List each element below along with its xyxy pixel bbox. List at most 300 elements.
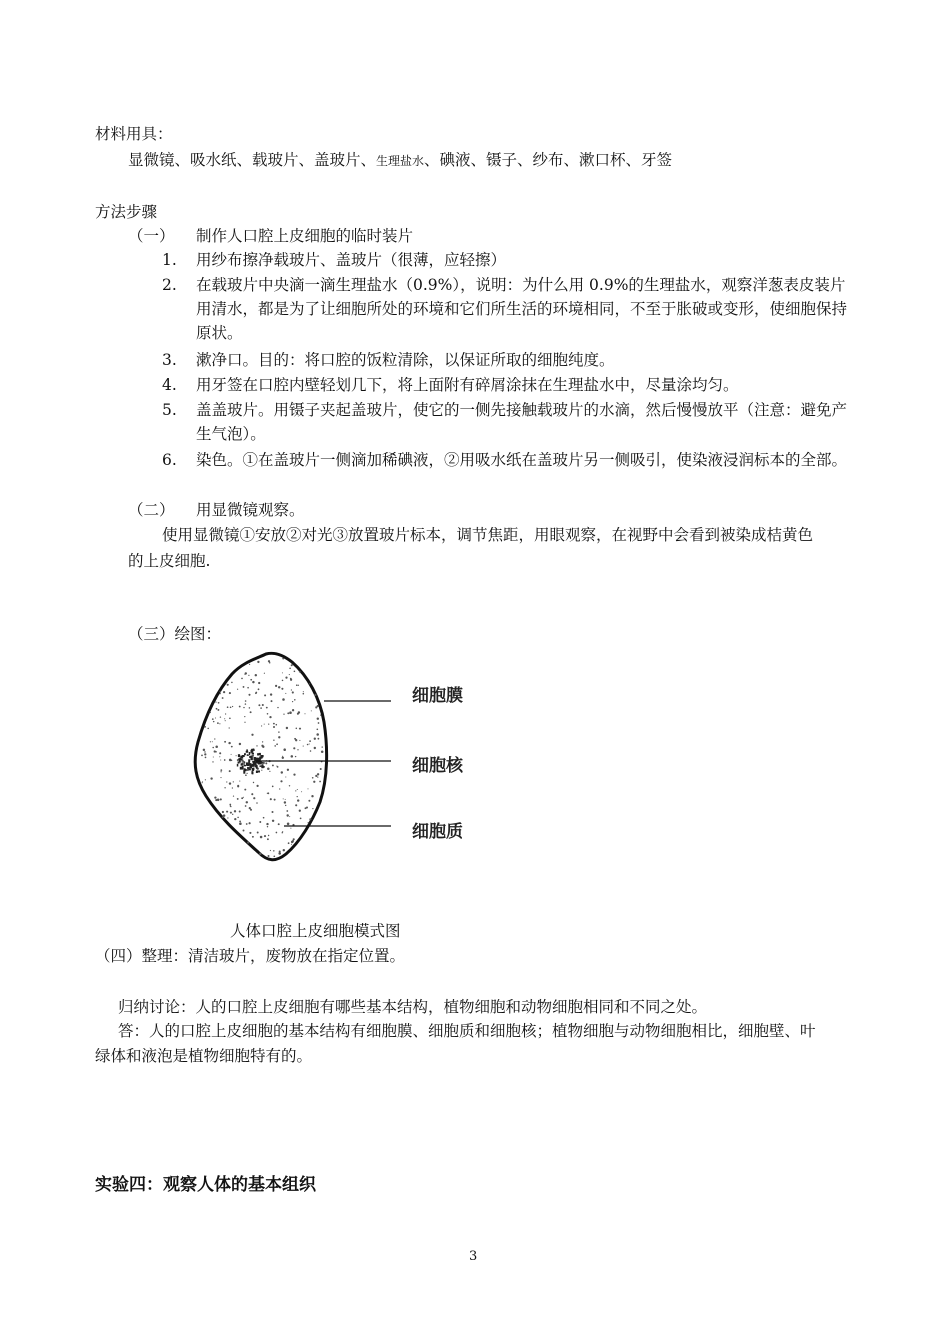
cytoplasm-dot — [313, 781, 315, 783]
cytoplasm-dot — [312, 777, 314, 779]
cytoplasm-dot — [314, 747, 316, 749]
nucleus-speck — [249, 762, 250, 765]
cytoplasm-dot — [248, 694, 250, 696]
cytoplasm-dot — [219, 752, 221, 754]
cytoplasm-dot — [215, 799, 217, 801]
nucleus-speck — [243, 769, 246, 771]
cytoplasm-dot — [310, 750, 312, 752]
cytoplasm-dot — [237, 689, 238, 690]
step-text: 用牙签在口腔内壁轻划几下，将上面附有碎屑涂抹在生理盐水中，尽量涂均匀。 — [196, 376, 739, 394]
section2-title: 用显微镜观察。 — [196, 501, 305, 519]
cytoplasm-dot — [303, 691, 304, 692]
nucleus-speck — [252, 753, 254, 755]
cytoplasm-dot — [226, 781, 227, 782]
cytoplasm-dot — [223, 691, 225, 693]
cytoplasm-dot — [283, 849, 285, 851]
cytoplasm-dot — [284, 801, 286, 803]
cytoplasm-dot — [303, 693, 305, 695]
cytoplasm-dot — [227, 706, 229, 708]
materials-items-before: 显微镜、吸水纸、载玻片、盖玻片、 — [128, 151, 377, 169]
cytoplasm-dot — [249, 832, 251, 834]
step-number: 3. — [162, 351, 177, 369]
cytoplasm-dot — [295, 790, 296, 791]
cytoplasm-dot — [253, 797, 255, 799]
cytoplasm-dot — [239, 811, 241, 813]
cytoplasm-dot — [216, 708, 218, 710]
cytoplasm-dot — [290, 828, 291, 829]
cytoplasm-dot — [255, 692, 257, 694]
cytoplasm-dot — [256, 745, 257, 746]
cytoplasm-dot — [217, 709, 219, 711]
cytoplasm-dot — [320, 768, 322, 770]
cytoplasm-dot — [272, 786, 274, 788]
cytoplasm-dot — [252, 681, 254, 683]
cytoplasm-dot — [309, 740, 311, 742]
cytoplasm-dot — [229, 727, 230, 728]
cytoplasm-dot — [309, 818, 311, 820]
section1-title: 制作人口腔上皮细胞的临时装片 — [196, 227, 414, 245]
nucleus-speck — [249, 766, 252, 768]
label-cell-nucleus: 细胞核 — [412, 756, 463, 776]
cytoplasm-dot — [268, 723, 269, 724]
cytoplasm-dot — [279, 788, 280, 789]
cytoplasm-dot — [249, 822, 251, 824]
cytoplasm-dot — [271, 811, 273, 813]
cytoplasm-dot — [232, 787, 233, 788]
cytoplasm-dot — [224, 759, 226, 761]
cytoplasm-dot — [260, 707, 262, 709]
cytoplasm-dot — [244, 674, 245, 675]
cytoplasm-dot — [277, 766, 279, 768]
cytoplasm-dot — [316, 728, 318, 730]
cytoplasm-dot — [316, 733, 319, 736]
cytoplasm-dot — [205, 757, 207, 759]
cytoplasm-dot — [286, 810, 288, 812]
cytoplasm-dot — [207, 728, 209, 730]
cytoplasm-dot — [261, 770, 262, 771]
cytoplasm-dot — [317, 717, 319, 719]
cytoplasm-dot — [249, 807, 251, 809]
cytoplasm-dot — [308, 822, 310, 824]
cytoplasm-dot — [213, 721, 214, 722]
nucleus-speck — [238, 761, 240, 763]
cytoplasm-dot — [263, 817, 265, 819]
materials-items-small: 生理盐水 — [376, 154, 425, 168]
method-title: 方法步骤 — [95, 203, 158, 221]
cytoplasm-dot — [247, 687, 249, 689]
nucleus-speck — [253, 762, 256, 765]
nucleus-speck — [256, 771, 258, 774]
cytoplasm-dot — [252, 836, 254, 838]
cytoplasm-dot — [215, 746, 218, 749]
cytoplasm-dot — [259, 853, 261, 855]
cytoplasm-dot — [289, 674, 290, 675]
materials-title: 材料用具： — [95, 125, 173, 143]
cytoplasm-dot — [297, 796, 298, 797]
nucleus-speck — [262, 762, 264, 764]
cytoplasm-dot — [276, 743, 278, 745]
cytoplasm-dot — [245, 805, 247, 807]
cytoplasm-dot — [294, 670, 296, 672]
cytoplasm-dot — [220, 759, 221, 760]
cytoplasm-dot — [229, 804, 231, 806]
discussion-answer-line2: 绿体和液泡是植物细胞特有的。 — [95, 1047, 313, 1065]
cytoplasm-dot — [262, 746, 264, 748]
cytoplasm-dot — [219, 723, 220, 724]
cytoplasm-dot — [295, 739, 297, 741]
cytoplasm-dot — [307, 788, 308, 789]
cytoplasm-dot — [287, 823, 290, 826]
nucleus-speck — [248, 759, 250, 762]
nucleus-speck — [261, 765, 262, 767]
label-cytoplasm: 细胞质 — [412, 822, 463, 842]
cytoplasm-dot — [256, 785, 258, 787]
cytoplasm-dot — [282, 757, 284, 759]
cytoplasm-dot — [296, 728, 298, 730]
cytoplasm-dot — [278, 736, 280, 738]
cytoplasm-dot — [214, 796, 216, 798]
cytoplasm-dot — [233, 796, 234, 797]
cytoplasm-dot — [289, 816, 290, 817]
cytoplasm-dot — [231, 746, 233, 748]
cytoplasm-dot — [232, 814, 233, 815]
cytoplasm-dot — [308, 800, 310, 802]
label-cell-membrane: 细胞膜 — [412, 686, 463, 706]
section3-title: （三）绘图： — [128, 625, 222, 643]
cytoplasm-dot — [222, 697, 224, 699]
cytoplasm-dot — [273, 850, 274, 851]
diagram-caption: 人体口腔上皮细胞模式图 — [230, 922, 401, 940]
cytoplasm-dot — [317, 776, 318, 777]
cytoplasm-dot — [227, 817, 228, 818]
nucleus-speck — [260, 765, 262, 767]
cytoplasm-dot — [299, 740, 300, 741]
section1-marker: （一） — [128, 227, 175, 245]
cytoplasm-dot — [253, 782, 254, 783]
cytoplasm-dot — [244, 789, 246, 791]
cytoplasm-dot — [217, 722, 219, 724]
nucleus-speck — [242, 766, 244, 769]
cytoplasm-dot — [236, 755, 237, 756]
nucleus-speck — [238, 758, 241, 760]
section4-text: （四）整理：清洁玻片，废物放在指定位置。 — [95, 947, 406, 965]
cytoplasm-dot — [246, 823, 248, 825]
cytoplasm-dot — [239, 822, 242, 825]
cytoplasm-dot — [261, 725, 262, 726]
nucleus-speck — [237, 764, 239, 767]
cytoplasm-dot — [264, 673, 265, 674]
cytoplasm-dot — [282, 832, 283, 833]
cytoplasm-dot — [311, 795, 313, 797]
cytoplasm-dot — [269, 716, 271, 718]
cytoplasm-dot — [282, 658, 284, 660]
cytoplasm-dot — [258, 688, 260, 690]
cytoplasm-dot — [282, 672, 283, 673]
cytoplasm-dot — [267, 713, 269, 715]
cytoplasm-dot — [224, 741, 226, 743]
cytoplasm-dot — [245, 700, 247, 702]
cytoplasm-dot — [291, 844, 292, 845]
nucleus-speck — [244, 753, 246, 755]
cytoplasm-dot — [229, 770, 231, 772]
cytoplasm-dot — [265, 762, 267, 764]
cytoplasm-dot — [291, 664, 293, 666]
step-text: 在载玻片中央滴一滴生理盐水（0.9%），说明：为什么用 0.9%的生理盐水，观察洋葱表皮装片用清水，都是为了让细胞所处的环境和它们所生活的环境相同，不至于胀破或变形，使细胞保持原状。 — [196, 276, 848, 342]
cytoplasm-dot — [239, 821, 241, 823]
cytoplasm-dot — [201, 755, 203, 757]
cytoplasm-dot — [268, 660, 270, 662]
cytoplasm-dot — [239, 706, 241, 708]
cytoplasm-dot — [290, 679, 292, 681]
cytoplasm-dot — [204, 726, 206, 728]
cytoplasm-dot — [266, 823, 268, 825]
cytoplasm-dot — [230, 805, 231, 806]
cytoplasm-dot — [299, 810, 301, 812]
nucleus-speck — [255, 766, 257, 767]
cytoplasm-dot — [262, 764, 264, 766]
cytoplasm-dot — [243, 707, 244, 708]
cytoplasm-dot — [230, 707, 232, 709]
cytoplasm-dot — [237, 798, 239, 800]
step-text: 盖盖玻片。用镊子夹起盖玻片，使它的一侧先接触载玻片的水滴，然后慢慢放平（注意：避免产生气泡）。 — [196, 401, 848, 443]
cytoplasm-dot — [295, 804, 297, 806]
cytoplasm-dot — [269, 771, 270, 772]
cytoplasm-dot — [258, 704, 260, 706]
nucleus-speck — [252, 768, 254, 771]
cytoplasm-dot — [237, 817, 239, 819]
cytoplasm-dot — [274, 799, 276, 801]
section2-paragraph-line1: 使用显微镜①安放②对光③放置玻片标本，调节焦距，用眼观察，在视野中会看到被染成桔黄色 — [162, 526, 814, 544]
cytoplasm-dot — [309, 743, 310, 744]
cytoplasm-dot — [245, 774, 247, 776]
cytoplasm-dot — [267, 855, 269, 857]
cytoplasm-dot — [249, 707, 251, 709]
cytoplasm-dot — [309, 683, 310, 684]
cytoplasm-dot — [228, 742, 230, 744]
cytoplasm-dot — [311, 710, 312, 711]
cytoplasm-dot — [243, 830, 245, 832]
cytoplasm-dot — [250, 711, 252, 713]
cytoplasm-dot — [298, 685, 299, 686]
cytoplasm-dot — [224, 787, 225, 788]
cytoplasm-dot — [272, 820, 274, 822]
cytoplasm-dot — [213, 756, 214, 757]
cytoplasm-dot — [317, 773, 319, 775]
cytoplasm-dot — [315, 706, 317, 708]
cytoplasm-dot — [234, 810, 236, 812]
cytoplasm-dot — [278, 686, 280, 688]
cytoplasm-dot — [233, 781, 234, 782]
cytoplasm-dot — [299, 728, 301, 730]
cytoplasm-dot — [295, 756, 296, 757]
cytoplasm-dot — [204, 751, 205, 752]
cytoplasm-dot — [214, 750, 216, 752]
cytoplasm-dot — [288, 842, 290, 844]
cytoplasm-dot — [251, 734, 253, 736]
cytoplasm-dot — [305, 807, 307, 809]
cytoplasm-dot — [296, 684, 298, 686]
cytoplasm-dot — [312, 808, 313, 809]
nucleus-speck — [242, 762, 243, 765]
cytoplasm-dot — [280, 780, 282, 782]
nucleus-speck — [260, 762, 263, 763]
cytoplasm-dot — [272, 764, 274, 766]
cytoplasm-dot — [314, 738, 316, 740]
cytoplasm-dot — [215, 717, 216, 718]
cytoplasm-dot — [223, 814, 226, 817]
cytoplasm-dot — [297, 799, 299, 801]
cytoplasm-dot — [267, 767, 270, 770]
cytoplasm-dot — [315, 775, 317, 777]
nucleus-speck — [249, 754, 250, 756]
cytoplasm-dot — [260, 836, 263, 839]
cytoplasm-dot — [255, 674, 257, 676]
step-number: 4. — [162, 376, 177, 394]
cytoplasm-dot — [294, 699, 296, 701]
cytoplasm-dot — [227, 684, 229, 686]
cytoplasm-dot — [230, 812, 232, 814]
cytoplasm-dot — [307, 744, 309, 746]
cytoplasm-dot — [246, 801, 248, 803]
cytoplasm-dot — [264, 724, 265, 725]
nucleus-speck — [247, 754, 249, 756]
cytoplasm-dot — [291, 755, 294, 758]
cytoplasm-dot — [225, 713, 226, 714]
cytoplasm-dot — [282, 756, 283, 757]
step-number: 5. — [162, 401, 177, 419]
cytoplasm-dot — [304, 713, 305, 714]
cytoplasm-dot — [277, 707, 278, 708]
cytoplasm-dot — [283, 798, 284, 799]
nucleus-speck — [257, 758, 260, 761]
nucleus-speck — [247, 769, 249, 770]
cytoplasm-dot — [232, 706, 233, 707]
cytoplasm-dot — [224, 718, 225, 719]
cytoplasm-dot — [246, 773, 247, 774]
cytoplasm-dot — [219, 756, 220, 757]
cytoplasm-dot — [292, 709, 294, 711]
cytoplasm-dot — [203, 749, 205, 751]
cytoplasm-dot — [292, 840, 294, 842]
cytoplasm-dot — [286, 814, 288, 816]
cytoplasm-dot — [291, 689, 292, 690]
cytoplasm-dot — [289, 785, 290, 786]
cytoplasm-dot — [212, 761, 213, 762]
cytoplasm-dot — [321, 750, 324, 753]
cytoplasm-dot — [282, 680, 284, 682]
cytoplasm-dot — [257, 832, 259, 834]
cytoplasm-dot — [278, 823, 280, 825]
discussion-answer-line1: 答：人的口腔上皮细胞的基本结构有细胞膜、细胞质和细胞核；植物细胞与动物细胞相比，细胞壁、叶 — [118, 1022, 816, 1040]
cytoplasm-dot — [319, 781, 321, 783]
cytoplasm-dot — [210, 741, 211, 742]
cytoplasm-dot — [285, 693, 286, 694]
cytoplasm-dot — [212, 718, 214, 720]
cytoplasm-dot — [289, 668, 291, 670]
cytoplasm-dot — [225, 720, 226, 721]
section2-marker: （二） — [128, 501, 175, 519]
step-text: 漱净口。目的：将口腔的饭粒清除，以保证所取的细胞纯度。 — [196, 351, 615, 369]
section2-paragraph-line2: 的上皮细胞. — [128, 552, 211, 570]
cytoplasm-dot — [279, 850, 281, 852]
cytoplasm-dot — [229, 782, 231, 784]
cytoplasm-dot — [214, 738, 215, 739]
nucleus-speck — [246, 762, 249, 765]
cytoplasm-dot — [220, 693, 221, 694]
cytoplasm-dot — [251, 793, 253, 795]
nucleus-speck — [240, 756, 243, 759]
cytoplasm-dot — [267, 792, 269, 794]
cytoplasm-dot — [292, 691, 294, 693]
cytoplasm-dot — [229, 692, 231, 694]
cytoplasm-dot — [262, 741, 263, 742]
cytoplasm-dot — [285, 805, 286, 806]
cytoplasm-dot — [282, 698, 285, 701]
cytoplasm-dot — [210, 712, 211, 713]
cytoplasm-dot — [219, 691, 220, 692]
step-number: 1. — [162, 251, 177, 269]
cytoplasm-dot — [283, 714, 284, 715]
cytoplasm-dot — [258, 682, 260, 684]
cytoplasm-dot — [300, 818, 302, 820]
cytoplasm-dot — [243, 686, 245, 688]
nucleus-speck — [246, 749, 248, 752]
cytoplasm-dot — [237, 785, 239, 787]
step-text: 用纱布擦净载玻片、盖玻片（很薄，应轻擦） — [196, 251, 507, 269]
cytoplasm-dot — [298, 711, 300, 713]
nucleus-speck — [250, 764, 253, 766]
cytoplasm-dot — [285, 799, 286, 800]
page-number: 3 — [469, 1249, 478, 1264]
cytoplasm-dot — [286, 727, 288, 729]
cytoplasm-dot — [256, 802, 258, 804]
cytoplasm-dot — [281, 771, 283, 773]
cytoplasm-dot — [270, 693, 272, 695]
cytoplasm-dot — [241, 797, 243, 799]
cytoplasm-dot — [264, 835, 266, 837]
cytoplasm-dot — [274, 745, 276, 747]
cytoplasm-dot — [257, 661, 259, 663]
cytoplasm-dot — [249, 664, 250, 665]
cytoplasm-dot — [220, 798, 222, 800]
cytoplasm-dot — [220, 716, 221, 717]
nucleus-speck — [251, 757, 253, 760]
materials-list — [128, 150, 672, 171]
cytoplasm-dot — [318, 738, 320, 740]
cytoplasm-dot — [244, 722, 245, 723]
cytoplasm-dot — [275, 685, 277, 687]
cytoplasm-dot — [270, 850, 271, 851]
cytoplasm-dot — [270, 798, 272, 800]
cytoplasm-dot — [287, 769, 289, 771]
cytoplasm-dot — [322, 746, 323, 747]
cytoplasm-dot — [276, 724, 278, 726]
materials-items-after: 、碘液、镊子、纱布、漱口杯、牙签 — [424, 151, 673, 169]
cytoplasm-dot — [273, 739, 274, 740]
cytoplasm-dot — [220, 769, 222, 771]
cytoplasm-dot — [220, 771, 221, 772]
step-text: 染色。①在盖玻片一侧滴加稀碘液，②用吸水纸在盖玻片另一侧吸引，使染液浸润标本的全部。 — [196, 451, 848, 469]
cytoplasm-dot — [212, 741, 213, 742]
cytoplasm-dot — [281, 688, 283, 690]
step-number: 6. — [162, 451, 177, 469]
cytoplasm-dot — [318, 722, 320, 724]
cytoplasm-dot — [267, 826, 268, 827]
cytoplasm-dot — [229, 717, 231, 719]
cytoplasm-dot — [273, 723, 275, 725]
cytoplasm-dot — [218, 702, 220, 704]
cytoplasm-dot — [226, 811, 228, 813]
